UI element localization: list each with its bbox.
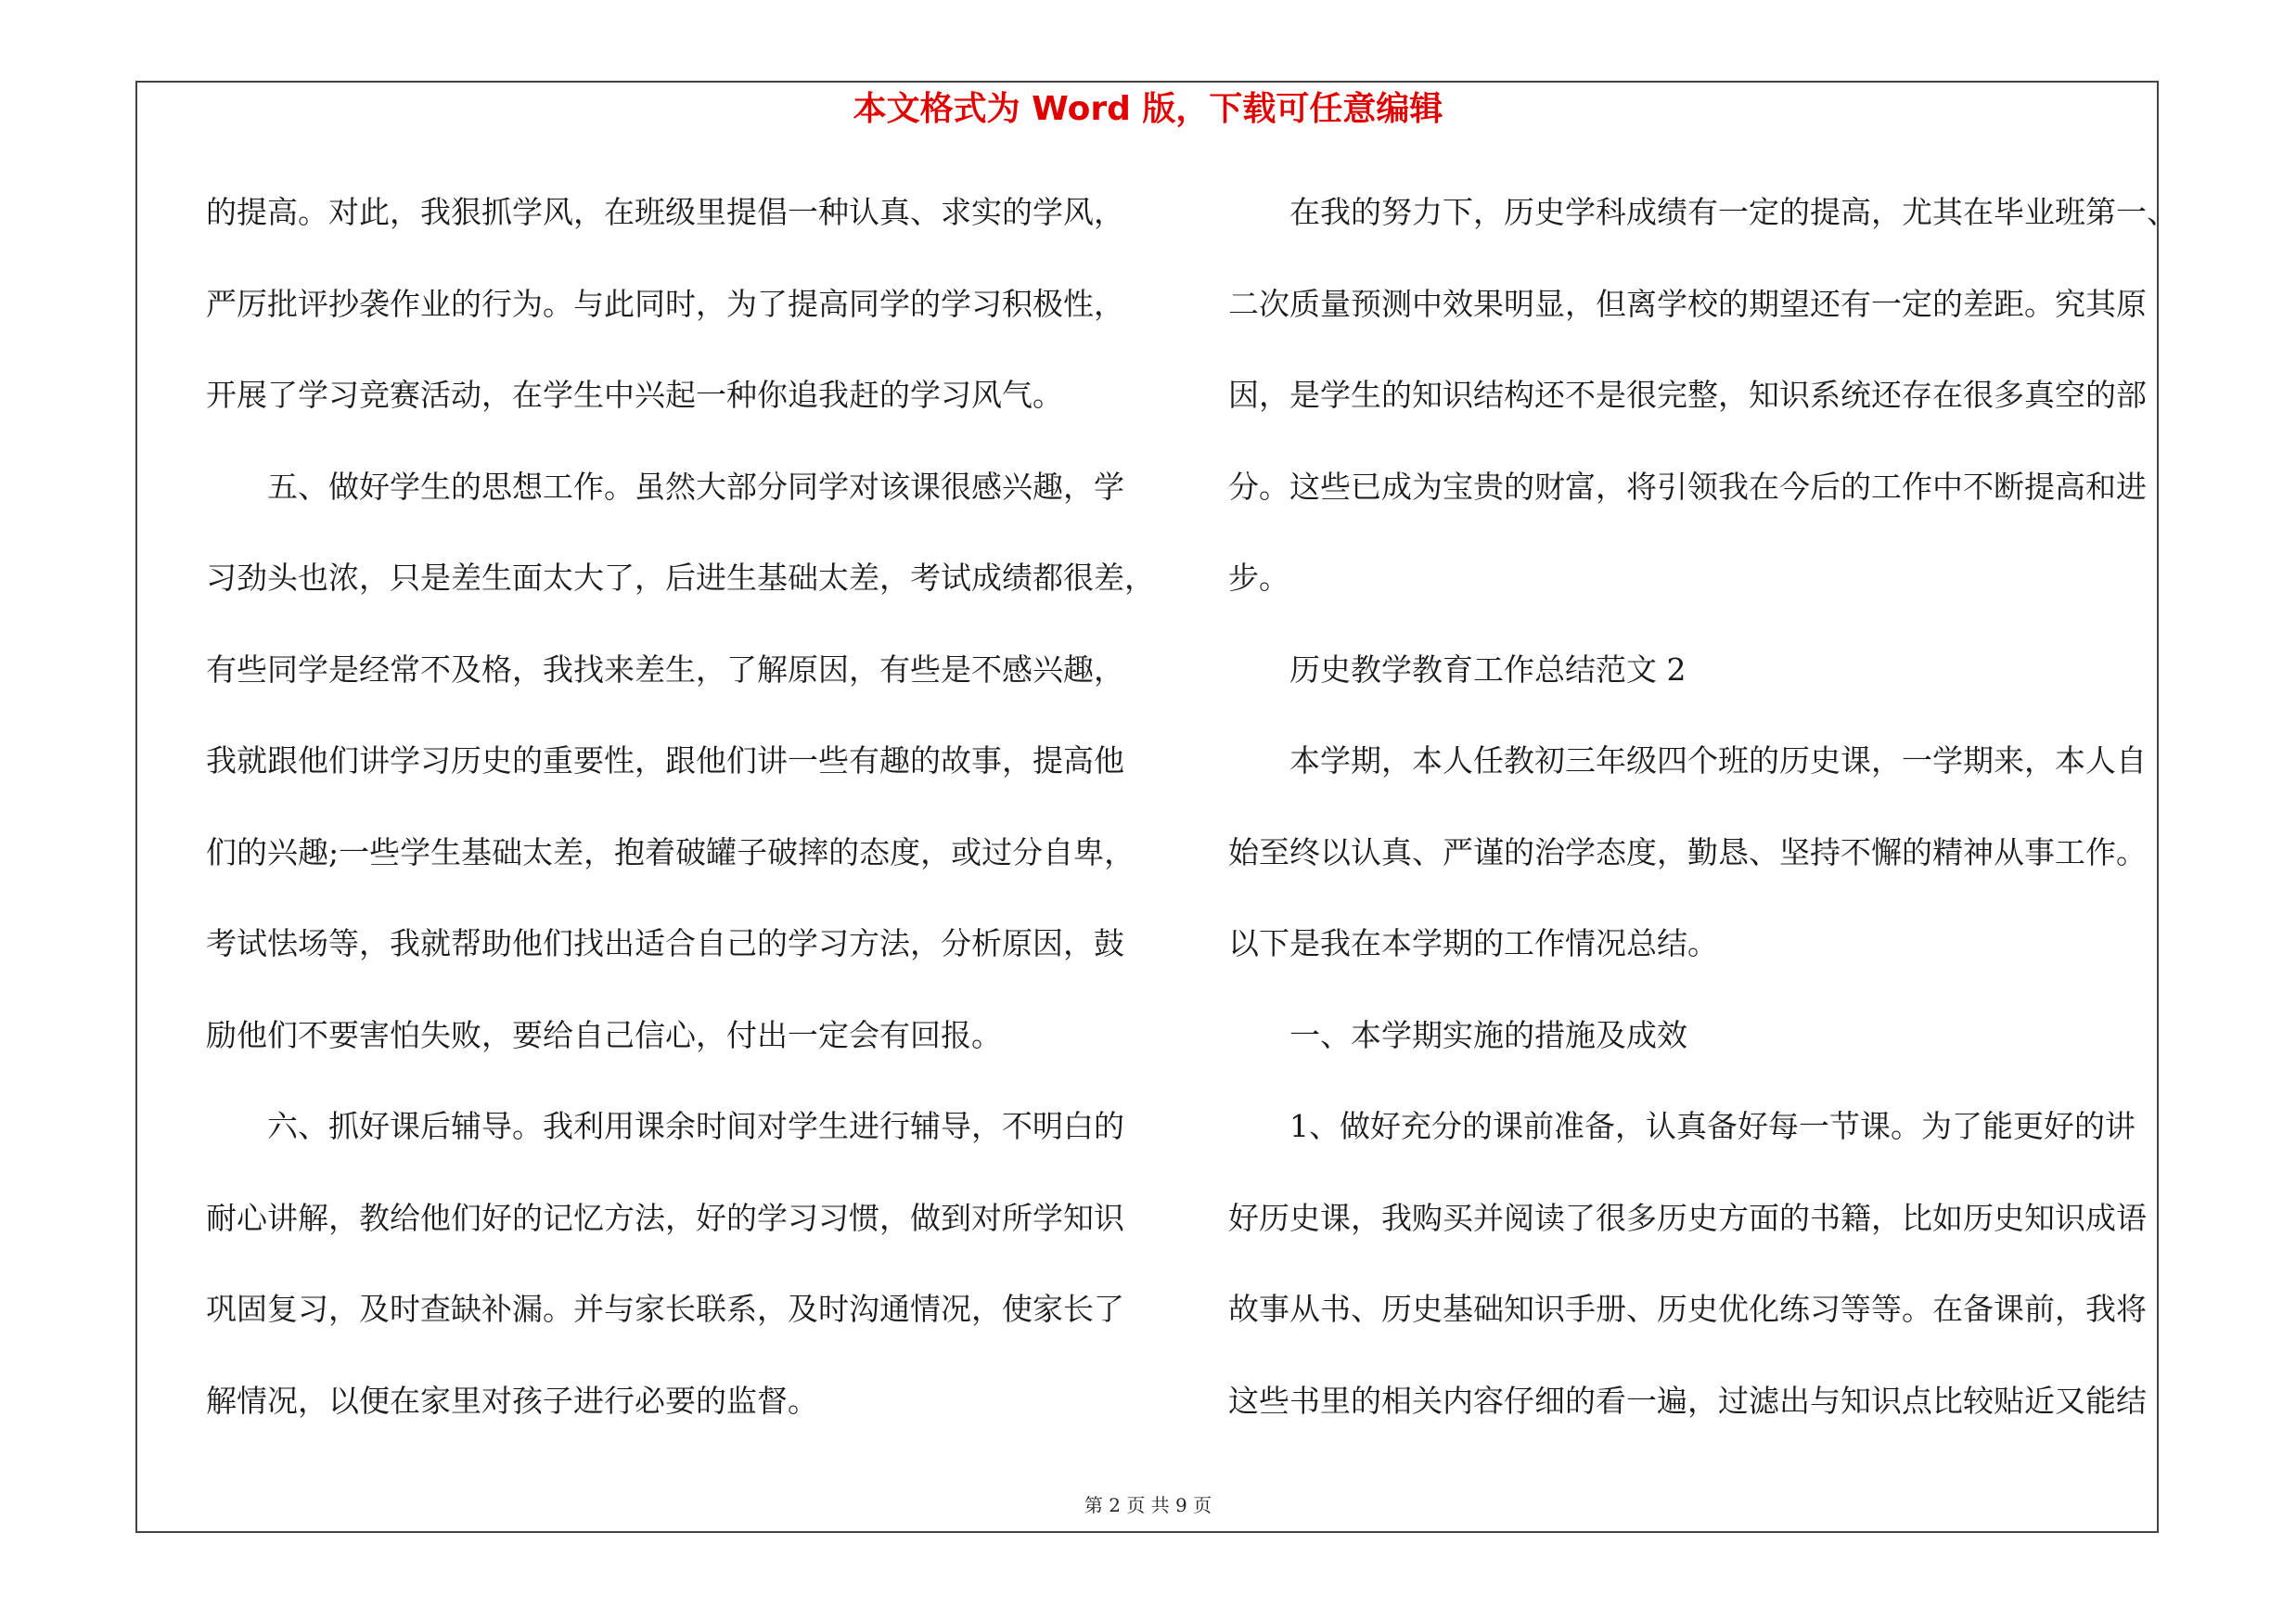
text-line: 1、做好充分的课前准备，认真备好每一节课。为了能更好的讲 <box>1228 1108 2136 1144</box>
text-line: 耐心讲解，教给他们好的记忆方法，好的学习习惯，做到对所学知识 <box>206 1199 1124 1236</box>
text-line: 始至终以认真、严谨的治学态度，勤恳、坚持不懈的精神从事工作。 <box>1228 833 2147 870</box>
text-line: 的提高。对此，我狠抓学风，在班级里提倡一种认真、求实的学风， <box>206 194 1124 230</box>
text-line: 步。 <box>1228 560 1289 596</box>
text-line: 本学期，本人任教初三年级四个班的历史课，一学期来，本人自 <box>1228 742 2147 779</box>
text-line: 有些同学是经常不及格，我找来差生，了解原因，有些是不感兴趣， <box>206 650 1124 688</box>
text-line: 以下是我在本学期的工作情况总结。 <box>1228 925 1718 961</box>
text-line: 这些书里的相关内容仔细的看一遍，过滤出与知识点比较贴近又能结 <box>1228 1382 2147 1419</box>
right-text-column <box>1228 185 2177 1464</box>
text-line: 在我的努力下，历史学科成绩有一定的提高，尤其在毕业班第一、 <box>1228 194 2177 230</box>
text-line: 六、抓好课后辅导。我利用课余时间对学生进行辅导，不明白的 <box>206 1108 1124 1144</box>
text-line: 习劲头也浓，只是差生面太大了，后进生基础太差，考试成绩都很差， <box>206 560 1155 596</box>
subsection-heading: 一、本学期实施的措施及成效 <box>1228 1016 1687 1053</box>
header-banner: 本文格式为 Word 版，下载可任意编辑 <box>853 90 1443 128</box>
section-heading: 历史教学教育工作总结范文 2 <box>1228 650 1687 688</box>
left-text-column <box>206 185 1155 1464</box>
text-line: 解情况，以便在家里对孩子进行必要的监督。 <box>206 1382 818 1419</box>
text-line: 励他们不要害怕失败，要给自己信心，付出一定会有回报。 <box>206 1016 1002 1053</box>
text-line: 因，是学生的知识结构还不是很完整，知识系统还存在很多真空的部 <box>1228 377 2147 413</box>
text-line: 故事从书、历史基础知识手册、历史优化练习等等。在备课前，我将 <box>1228 1291 2147 1327</box>
text-line: 好历史课，我购买并阅读了很多历史方面的书籍，比如历史知识成语 <box>1228 1199 2147 1236</box>
text-line: 们的兴趣;一些学生基础太差，抱着破罐子破摔的态度，或过分自卑， <box>206 833 1135 870</box>
text-line: 开展了学习竞赛活动，在学生中兴起一种你追我赶的学习风气。 <box>206 377 1063 413</box>
text-line: 巩固复习，及时查缺补漏。并与家长联系，及时沟通情况，使家长了 <box>206 1291 1124 1327</box>
page-number: 第 2 页 共 9 页 <box>1084 1494 1212 1516</box>
text-line: 五、做好学生的思想工作。虽然大部分同学对该课很感兴趣，学 <box>206 468 1124 505</box>
text-line: 二次质量预测中效果明显，但离学校的期望还有一定的差距。究其原 <box>1228 285 2147 322</box>
text-line: 考试怯场等，我就帮助他们找出适合自己的学习方法，分析原因，鼓 <box>206 925 1124 961</box>
text-line: 分。这些已成为宝贵的财富，将引领我在今后的工作中不断提高和进 <box>1228 468 2147 505</box>
text-line: 严厉批评抄袭作业的行为。与此同时，为了提高同学的学习积极性， <box>206 285 1124 322</box>
text-line: 我就跟他们讲学习历史的重要性，跟他们讲一些有趣的故事，提高他 <box>206 742 1124 779</box>
